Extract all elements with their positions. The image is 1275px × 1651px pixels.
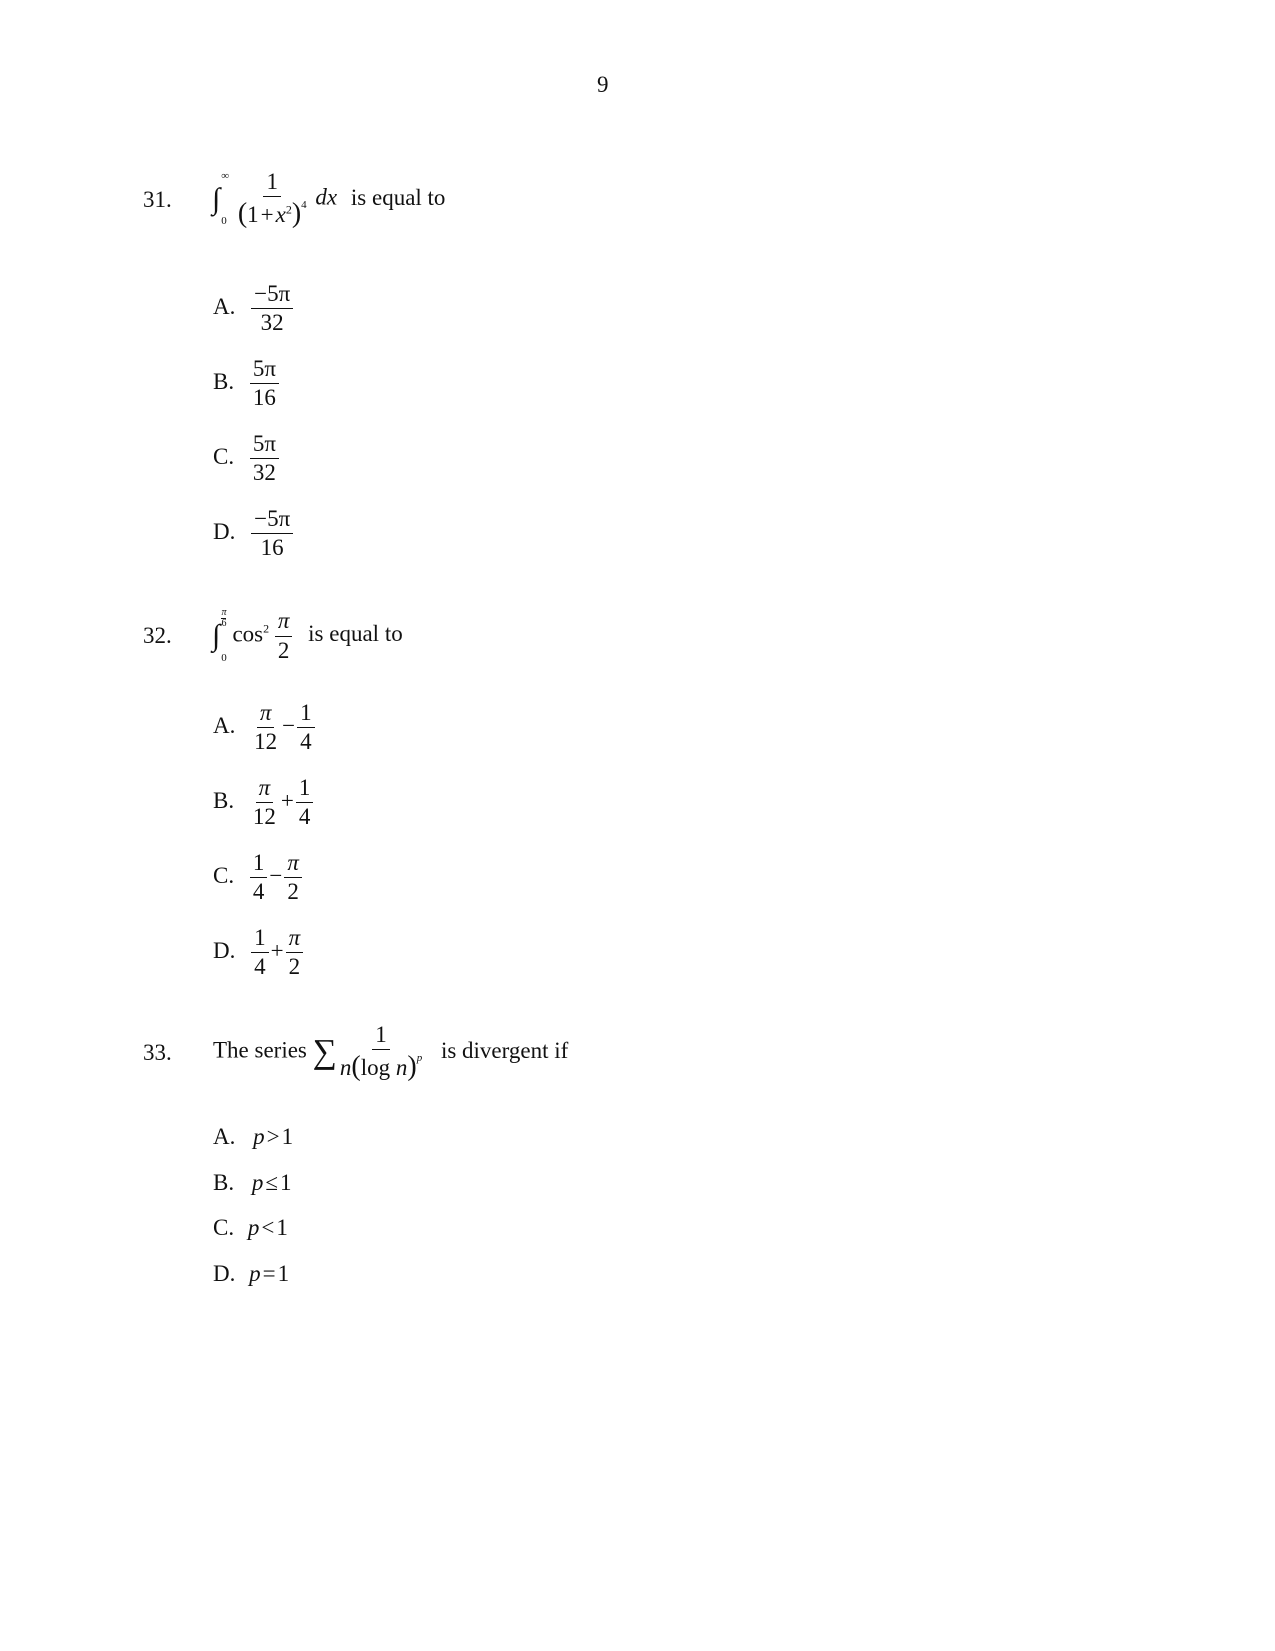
cos-argument: $\frac{\pi}{2}$ — [275, 609, 293, 662]
integral-sign: ∫ — [212, 619, 221, 652]
q32-option-a[interactable]: A. $\frac{\pi}{12}$ − $\frac{1}{4}$ — [213, 701, 315, 754]
q33-option-b[interactable]: B. p≤1 — [213, 1170, 292, 1195]
q33-option-d[interactable]: D. p=1 — [213, 1261, 290, 1286]
q32-option-d[interactable]: D. $\frac{1}{4}$ + $\frac{\pi}{2}$ — [213, 926, 303, 979]
question-32-stem: ∫ π 6 0 $\cos^2$ $\frac{\pi}{2}$ is equal to — [212, 607, 403, 664]
question-32-number: 32. — [143, 623, 172, 648]
series-term: $\frac{1}{n(\log n)^p}$ — [339, 1022, 423, 1083]
integrand-fraction — [235, 170, 310, 229]
fraction-denominator: $(1+x^2)^4$ — [237, 198, 307, 230]
upper-limit: ∞ — [221, 170, 230, 183]
q31-option-c[interactable]: C. $\frac{5\pi}{32}$ — [213, 432, 279, 485]
q31-option-d[interactable]: D. $\frac{-5\pi}{16}$ — [213, 507, 293, 560]
page-number: 9 — [597, 72, 609, 97]
cos-function: cos — [232, 621, 264, 647]
integral-sign: ∫ — [212, 182, 221, 216]
integral-limits — [221, 171, 229, 227]
differential: dx — [315, 184, 338, 210]
question-31-stem — [212, 170, 445, 229]
question-33-stem — [213, 1023, 568, 1082]
q32-option-c[interactable]: C. $\frac{1}{4}$ − $\frac{\pi}{2}$ — [213, 851, 302, 904]
lower-limit: 0 — [221, 215, 227, 228]
q31-option-b[interactable]: B. $\frac{5\pi}{16}$ — [213, 357, 279, 410]
fraction-numerator: 1 — [263, 170, 281, 197]
question-33-suffix: is divergent if — [440, 1037, 569, 1063]
q33-option-c[interactable]: C. p<1 — [213, 1215, 288, 1240]
lower-limit: 0 — [221, 652, 227, 664]
q31-option-a[interactable]: A. $\frac{-5\pi}{32}$ — [213, 282, 293, 335]
integral-limits: π 6 0 — [221, 607, 227, 664]
q32-option-b[interactable]: B. $\frac{\pi}{12}$ + $\frac{1}{4}$ — [213, 776, 313, 829]
question-31-suffix: is equal to — [350, 184, 446, 210]
q33-option-a[interactable]: A. p>1 — [213, 1124, 294, 1149]
question-33-prefix: The series — [213, 1037, 307, 1063]
question-33-number: 33. — [143, 1040, 172, 1065]
summation-sign: ∑ — [312, 1033, 337, 1071]
question-31-number: 31. — [143, 187, 172, 212]
question-32-suffix: is equal to — [308, 621, 403, 647]
